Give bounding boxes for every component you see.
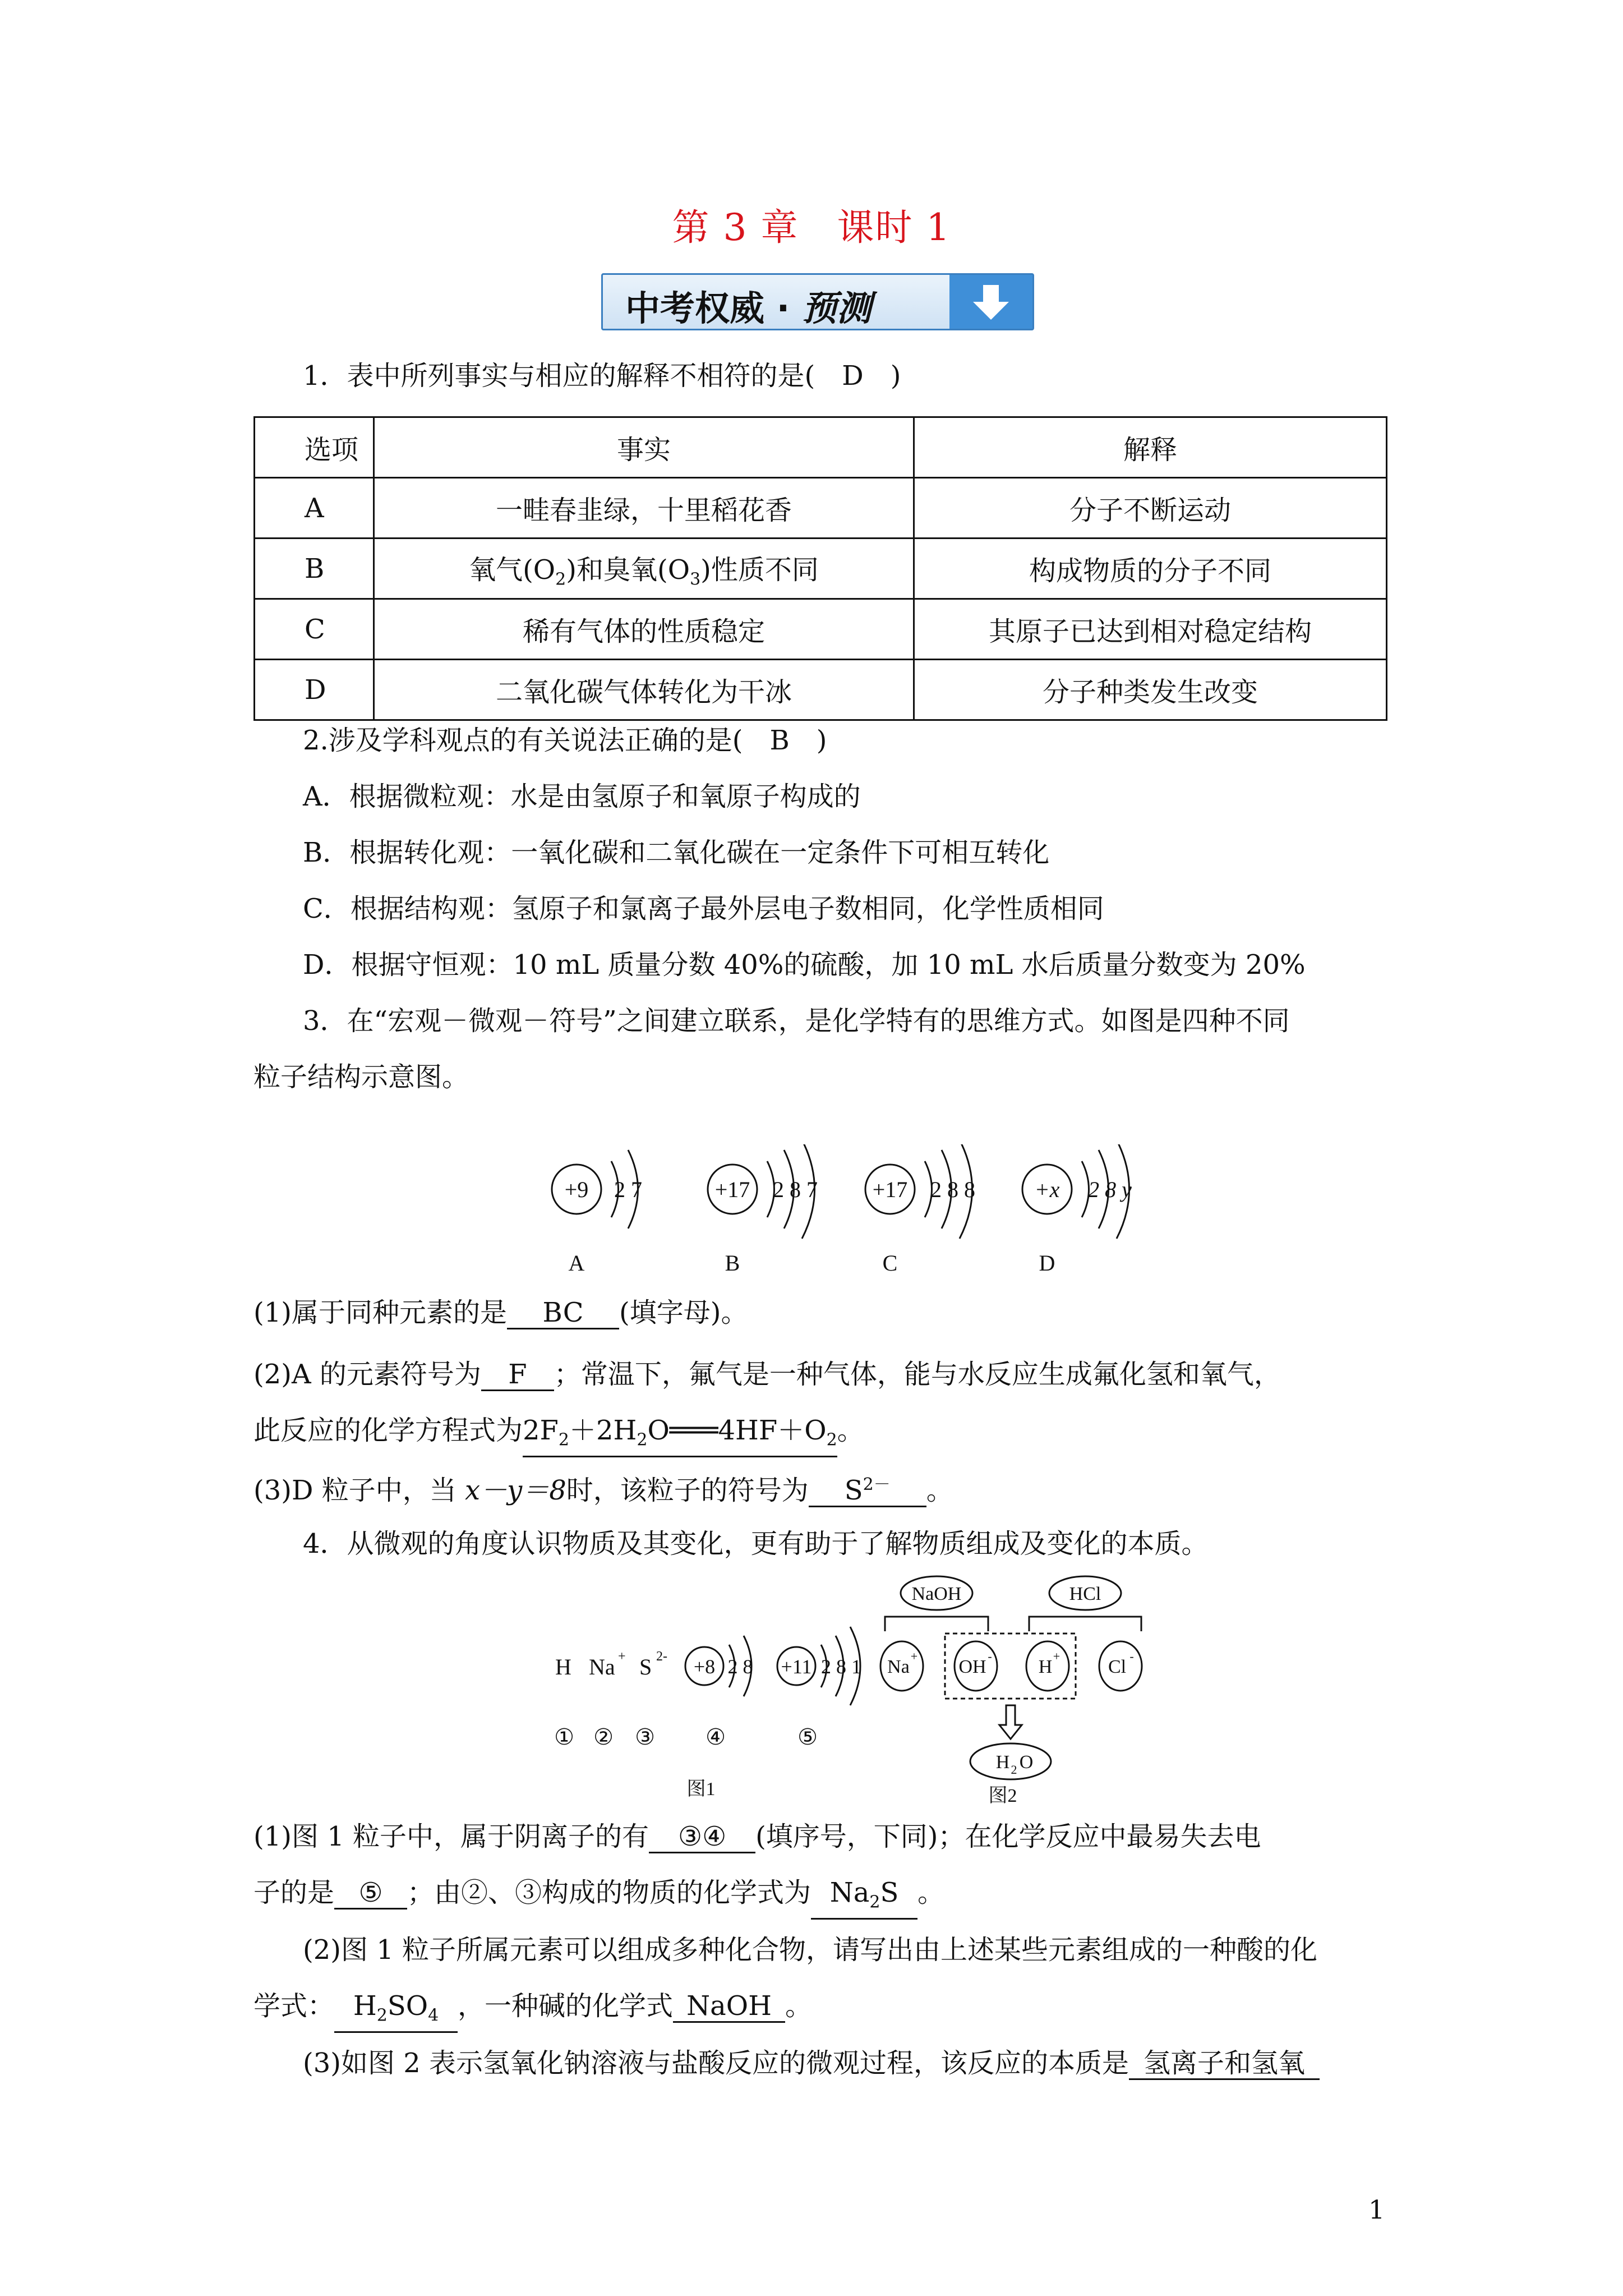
- ion-oh-charge: -: [988, 1649, 992, 1663]
- download-arrow-icon: [949, 275, 1032, 329]
- q4-stem: 4．从微观的角度认识物质及其变化，更有助于了解物质组成及变化的本质。: [303, 1528, 1209, 1559]
- answer-blank: $H_2SO_4$: [334, 1991, 458, 2033]
- nucleus-a: +9: [564, 1177, 589, 1202]
- micro-process-figure: [550, 1571, 1166, 1812]
- particle-structure-figure: [527, 1144, 1166, 1285]
- q1-table: [253, 416, 1387, 721]
- q2-option-a: A．根据微粒观：水是由氢原子和氧原子构成的: [303, 781, 861, 812]
- answer-blank: NaOH: [673, 1991, 785, 2023]
- banner-text: 中考权威 · 预测: [625, 288, 872, 329]
- table-cell: 分子种类发生改变: [914, 660, 1387, 720]
- answer-blank: BC: [507, 1297, 619, 1329]
- electrons-d: 2 8 y: [1088, 1177, 1132, 1202]
- label-1: ①: [554, 1724, 574, 1750]
- nucleus-b: +17: [714, 1177, 750, 1202]
- table-cell: 分子不断运动: [914, 478, 1387, 539]
- water-sub: 2: [1011, 1763, 1017, 1777]
- q3-stem-line2: 粒子结构示意图。: [253, 1061, 469, 1093]
- atom5-electrons: 2 8 1: [821, 1655, 861, 1678]
- symbol-s-charge: 2-: [656, 1649, 667, 1664]
- ion-na-charge: +: [910, 1649, 918, 1663]
- label-5: ⑤: [797, 1724, 818, 1750]
- q3-part1: (1)属于同种元素的是 BC (填字母)。: [253, 1297, 748, 1328]
- table-header-cell: 事实: [374, 417, 914, 478]
- q3-part2: (2)A 的元素符号为 F ；常温下，氟气是一种气体，能与水反应生成氟化氢和氧气，: [253, 1359, 1281, 1390]
- table-cell: 其原子已达到相对稳定结构: [914, 599, 1387, 660]
- q4-part1: (1)图 1 粒子中，属于阴离子的有 ③④ (填序号，下同)；在化学反应中最易失去电: [253, 1821, 1261, 1852]
- ion-na: Na: [887, 1657, 910, 1677]
- table-header-row: [255, 417, 1387, 478]
- electrons-a: 2 7: [614, 1177, 642, 1202]
- label-4: ④: [706, 1724, 726, 1750]
- q2-stem: 2.涉及学科观点的有关说法正确的是( B ): [303, 725, 827, 756]
- particle-label-a: A: [568, 1250, 585, 1276]
- label-2: ②: [593, 1724, 614, 1750]
- table-row: [255, 660, 1387, 720]
- atom4-nucleus: +8: [693, 1655, 716, 1678]
- answer-blank: ⑤: [334, 1878, 407, 1910]
- electrons-c: 2 8 8: [930, 1177, 975, 1202]
- table-cell: A: [255, 478, 374, 539]
- table-cell: C: [255, 599, 374, 660]
- q3-part2-line2: 此反应的化学方程式为$2F_2+2H_2O═══4HF+O_2$。: [253, 1414, 864, 1457]
- answer-blank: $Na_2S$: [811, 1878, 917, 1920]
- electrons-b: 2 8 7: [773, 1177, 818, 1202]
- table-cell: 构成物质的分子不同: [914, 539, 1387, 599]
- table-cell: B: [255, 539, 374, 599]
- table-cell: 二氧化碳气体转化为干冰: [374, 660, 914, 720]
- q1-stem: 1．表中所列事实与相应的解释不相符的是( D ): [303, 360, 901, 392]
- symbol-h: H: [555, 1654, 571, 1680]
- atom5-nucleus: +11: [781, 1655, 812, 1678]
- table-cell: 氧气$(O_2)$和臭氧$(O_3)$性质不同: [374, 539, 914, 599]
- table-cell: 一畦春韭绿，十里稻花香: [374, 478, 914, 539]
- atom4-electrons: 2 8: [727, 1655, 753, 1678]
- q2-option-b: B．根据转化观：一氧化碳和二氧化碳在一定条件下可相互转化: [303, 837, 1050, 868]
- particle-label-d: D: [1039, 1250, 1055, 1276]
- ion-cl-charge: -: [1129, 1649, 1134, 1663]
- table-header-cell: 选项: [255, 417, 374, 478]
- table-row: [255, 599, 1387, 660]
- ion-oh: OH: [958, 1657, 986, 1677]
- q4-part2: (2)图 1 粒子所属元素可以组成多种化合物，请写出由上述某些元素组成的一种酸的化: [303, 1934, 1318, 1966]
- ion-cl: Cl: [1108, 1657, 1127, 1677]
- section-banner: [601, 273, 1034, 330]
- q3-stem-line1: 3．在“宏观－微观－符号”之间建立联系，是化学特有的思维方式。如图是四种不同: [303, 1005, 1290, 1037]
- answer-blank: F: [481, 1359, 554, 1391]
- q4-part1-line2: 子的是 ⑤ ；由②、③构成的物质的化学式为 $Na_2S$ 。: [253, 1876, 944, 1920]
- answer-blank: ③④: [649, 1821, 755, 1853]
- naoh-label: NaOH: [911, 1584, 962, 1604]
- q4-part3: (3)如图 2 表示氢氧化钠溶液与盐酸反应的微观过程，该反应的本质是 氢离子和氢氧: [303, 2046, 1320, 2080]
- water-o: O: [1019, 1752, 1034, 1773]
- particle-label-b: B: [725, 1250, 740, 1276]
- label-3: ③: [635, 1724, 655, 1750]
- fig2-caption: 图2: [988, 1786, 1017, 1806]
- symbol-s: S: [639, 1654, 652, 1680]
- q2-option-c: C．根据结构观：氢原子和氯离子最外层电子数相同，化学性质相同: [303, 893, 1104, 924]
- answer-blank: $S^{2-}$: [809, 1470, 926, 1507]
- fig1-caption: 图1: [686, 1779, 716, 1800]
- table-header-cell: 解释: [914, 417, 1387, 478]
- symbol-na: Na: [589, 1654, 615, 1680]
- water-h: H: [995, 1752, 1010, 1773]
- page-number: 1: [1368, 2194, 1385, 2225]
- symbol-na-charge: +: [618, 1649, 626, 1664]
- table-cell: D: [255, 660, 374, 720]
- answer-blank: 氢离子和氢氧: [1129, 2048, 1320, 2080]
- ion-h-charge: +: [1053, 1649, 1061, 1663]
- table-row: [255, 539, 1387, 599]
- q2-option-d: D．根据守恒观：10 mL 质量分数 40%的硫酸，加 10 mL 水后质量分数变为 20%: [303, 949, 1306, 981]
- q3-part3: (3)D 粒子中，当 x－y＝8时，该粒子的符号为 $S^{2-}$ 。: [253, 1470, 953, 1507]
- q4-part2-line2: 学式： $H_2SO_4$ ，一种碱的化学式 NaOH 。: [253, 1989, 812, 2033]
- table-cell: 稀有气体的性质稳定: [374, 599, 914, 660]
- nucleus-d: +x: [1034, 1177, 1060, 1202]
- page-title: 第 3 章 课时 1: [672, 206, 951, 249]
- table-row: [255, 478, 1387, 539]
- answer-blank: $2F_2+2H_2O═══4HF+O_2$: [523, 1415, 837, 1457]
- hcl-label: HCl: [1069, 1584, 1101, 1604]
- nucleus-c: +17: [872, 1177, 908, 1202]
- ion-h: H: [1038, 1657, 1053, 1677]
- particle-label-c: C: [882, 1250, 898, 1276]
